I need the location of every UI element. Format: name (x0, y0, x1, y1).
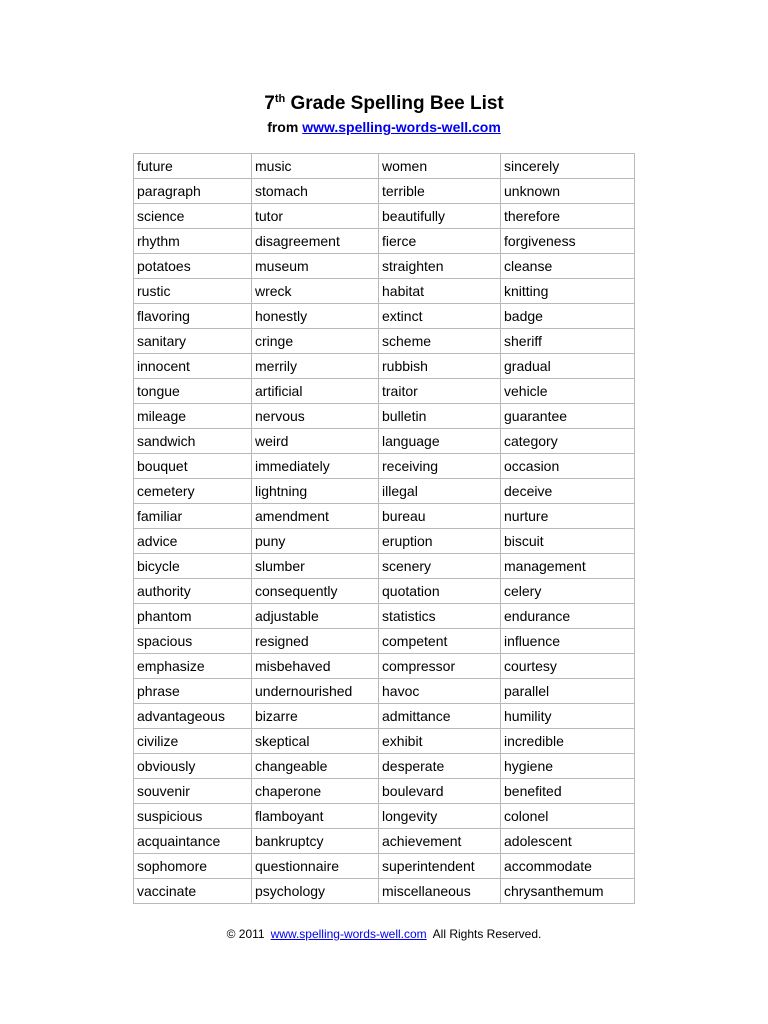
word-cell: stomach (252, 179, 379, 204)
word-cell: tongue (134, 379, 252, 404)
word-cell: forgiveness (501, 229, 635, 254)
table-row (134, 354, 635, 379)
word-cell: phrase (134, 679, 252, 704)
word-cell: sandwich (134, 429, 252, 454)
word-cell: women (379, 154, 501, 179)
word-cell: statistics (379, 604, 501, 629)
table-row (134, 404, 635, 429)
word-cell: wreck (252, 279, 379, 304)
table-row (134, 804, 635, 829)
table-row (134, 654, 635, 679)
table-row (134, 604, 635, 629)
page-footer (0, 926, 768, 942)
table-row (134, 554, 635, 579)
word-cell: skeptical (252, 729, 379, 754)
word-cell: habitat (379, 279, 501, 304)
word-cell: resigned (252, 629, 379, 654)
word-cell: flavoring (134, 304, 252, 329)
table-row (134, 579, 635, 604)
word-cell: benefited (501, 779, 635, 804)
word-cell: bicycle (134, 554, 252, 579)
word-cell: adjustable (252, 604, 379, 629)
word-cell: museum (252, 254, 379, 279)
table-row (134, 379, 635, 404)
word-cell: innocent (134, 354, 252, 379)
word-cell: scheme (379, 329, 501, 354)
word-cell: management (501, 554, 635, 579)
table-row (134, 429, 635, 454)
word-cell: bouquet (134, 454, 252, 479)
word-cell: traitor (379, 379, 501, 404)
word-cell: longevity (379, 804, 501, 829)
word-cell: achievement (379, 829, 501, 854)
title-text: Grade Spelling Bee List (285, 93, 504, 114)
word-cell: incredible (501, 729, 635, 754)
title-grade-number: 7 (264, 93, 275, 114)
word-cell: science (134, 204, 252, 229)
word-cell: nurture (501, 504, 635, 529)
word-cell: lightning (252, 479, 379, 504)
table-row (134, 529, 635, 554)
table-row (134, 204, 635, 229)
word-cell: extinct (379, 304, 501, 329)
table-row (134, 254, 635, 279)
word-cell: celery (501, 579, 635, 604)
spelling-word-table (133, 153, 635, 904)
footer-copyright: © 2011 (226, 927, 265, 941)
word-cell: endurance (501, 604, 635, 629)
spelling-word-table-body (134, 154, 635, 904)
word-cell: suspicious (134, 804, 252, 829)
word-cell: spacious (134, 629, 252, 654)
word-cell: amendment (252, 504, 379, 529)
word-cell: rustic (134, 279, 252, 304)
word-cell: superintendent (379, 854, 501, 879)
word-cell: colonel (501, 804, 635, 829)
word-cell: potatoes (134, 254, 252, 279)
table-row (134, 754, 635, 779)
table-row (134, 154, 635, 179)
table-row (134, 504, 635, 529)
word-cell: disagreement (252, 229, 379, 254)
word-cell: immediately (252, 454, 379, 479)
word-cell: music (252, 154, 379, 179)
subtitle-prefix: from (267, 119, 303, 135)
word-cell: slumber (252, 554, 379, 579)
word-cell: puny (252, 529, 379, 554)
word-cell: compressor (379, 654, 501, 679)
word-cell: honestly (252, 304, 379, 329)
table-row (134, 304, 635, 329)
word-cell: changeable (252, 754, 379, 779)
word-cell: bulletin (379, 404, 501, 429)
word-cell: bureau (379, 504, 501, 529)
word-cell: knitting (501, 279, 635, 304)
word-cell: gradual (501, 354, 635, 379)
table-row (134, 704, 635, 729)
word-cell: beautifully (379, 204, 501, 229)
word-cell: guarantee (501, 404, 635, 429)
table-row (134, 329, 635, 354)
table-row (134, 779, 635, 804)
word-cell: eruption (379, 529, 501, 554)
table-row (134, 629, 635, 654)
word-cell: sanitary (134, 329, 252, 354)
word-cell: straighten (379, 254, 501, 279)
word-cell: nervous (252, 404, 379, 429)
word-cell: psychology (252, 879, 379, 904)
word-cell: courtesy (501, 654, 635, 679)
table-row (134, 879, 635, 904)
footer-link[interactable]: www.spelling-words-well.com (270, 927, 427, 941)
word-cell: boulevard (379, 779, 501, 804)
word-cell: biscuit (501, 529, 635, 554)
word-cell: acquaintance (134, 829, 252, 854)
word-cell: bankruptcy (252, 829, 379, 854)
word-cell: paragraph (134, 179, 252, 204)
word-cell: hygiene (501, 754, 635, 779)
word-cell: cemetery (134, 479, 252, 504)
word-cell: desperate (379, 754, 501, 779)
table-row (134, 679, 635, 704)
word-cell: quotation (379, 579, 501, 604)
word-cell: humility (501, 704, 635, 729)
table-row (134, 229, 635, 254)
word-cell: miscellaneous (379, 879, 501, 904)
word-cell: therefore (501, 204, 635, 229)
word-cell: parallel (501, 679, 635, 704)
word-cell: obviously (134, 754, 252, 779)
word-cell: cringe (252, 329, 379, 354)
table-row (134, 854, 635, 879)
page-title (0, 92, 768, 116)
word-cell: mileage (134, 404, 252, 429)
word-cell: questionnaire (252, 854, 379, 879)
footer-rights: All Rights Reserved. (432, 927, 542, 941)
word-cell: occasion (501, 454, 635, 479)
word-cell: civilize (134, 729, 252, 754)
word-cell: consequently (252, 579, 379, 604)
word-cell: phantom (134, 604, 252, 629)
word-cell: influence (501, 629, 635, 654)
table-row (134, 279, 635, 304)
word-cell: deceive (501, 479, 635, 504)
word-cell: category (501, 429, 635, 454)
word-cell: souvenir (134, 779, 252, 804)
word-cell: sheriff (501, 329, 635, 354)
word-cell: undernourished (252, 679, 379, 704)
word-cell: rubbish (379, 354, 501, 379)
word-cell: admittance (379, 704, 501, 729)
word-cell: scenery (379, 554, 501, 579)
table-row (134, 479, 635, 504)
word-cell: language (379, 429, 501, 454)
word-cell: exhibit (379, 729, 501, 754)
word-cell: illegal (379, 479, 501, 504)
word-cell: misbehaved (252, 654, 379, 679)
word-cell: cleanse (501, 254, 635, 279)
table-row (134, 829, 635, 854)
word-cell: merrily (252, 354, 379, 379)
word-cell: rhythm (134, 229, 252, 254)
word-cell: badge (501, 304, 635, 329)
word-cell: chrysanthemum (501, 879, 635, 904)
word-cell: terrible (379, 179, 501, 204)
word-cell: flamboyant (252, 804, 379, 829)
word-cell: artificial (252, 379, 379, 404)
word-cell: vehicle (501, 379, 635, 404)
word-cell: bizarre (252, 704, 379, 729)
word-cell: tutor (252, 204, 379, 229)
word-cell: receiving (379, 454, 501, 479)
word-cell: competent (379, 629, 501, 654)
word-cell: sophomore (134, 854, 252, 879)
word-cell: advantageous (134, 704, 252, 729)
table-row (134, 179, 635, 204)
title-ordinal-suffix: th (274, 93, 286, 105)
word-cell: unknown (501, 179, 635, 204)
word-cell: familiar (134, 504, 252, 529)
source-link[interactable]: www.spelling-words-well.com (302, 119, 501, 135)
word-cell: accommodate (501, 854, 635, 879)
word-cell: authority (134, 579, 252, 604)
word-cell: adolescent (501, 829, 635, 854)
word-cell: weird (252, 429, 379, 454)
word-cell: vaccinate (134, 879, 252, 904)
word-cell: sincerely (501, 154, 635, 179)
word-cell: chaperone (252, 779, 379, 804)
table-row (134, 454, 635, 479)
word-cell: future (134, 154, 252, 179)
word-cell: fierce (379, 229, 501, 254)
page-subtitle (0, 118, 768, 136)
table-row (134, 729, 635, 754)
word-cell: advice (134, 529, 252, 554)
word-cell: emphasize (134, 654, 252, 679)
word-cell: havoc (379, 679, 501, 704)
